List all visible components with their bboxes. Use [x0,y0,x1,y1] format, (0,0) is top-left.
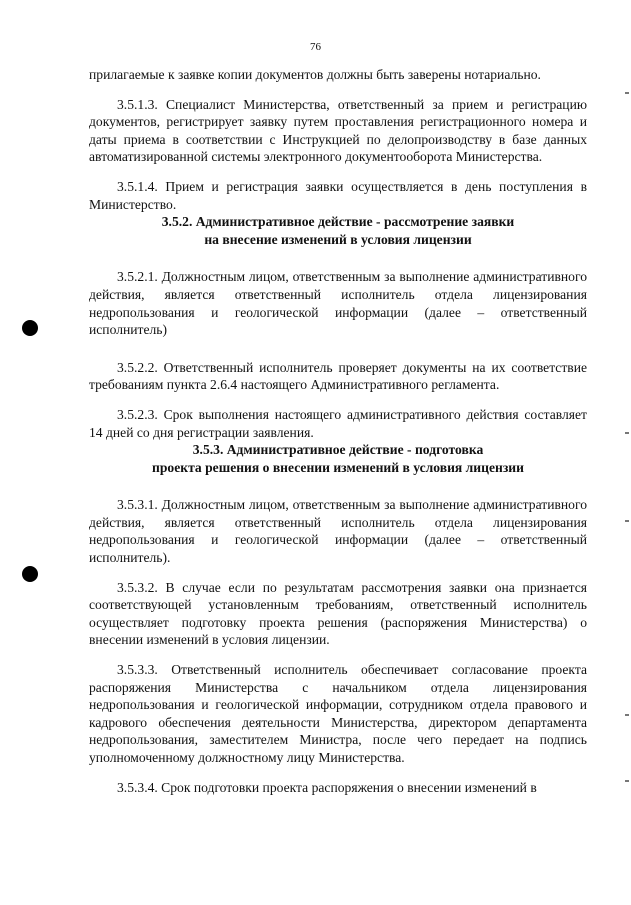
paragraph-3-5-3-3: 3.5.3.3. Ответственный исполнитель обеспечивает согласование проекта распоряжения Министерства с начальником отдела лицензирования недропользования и геологической информации, сотрудником отдела правового и кадрового обеспечения деятельности Министерства, директором департамента недропользования, заместителем Министра, после чего передает на подпись уполномоченному должностному лицу Министерства. [89,662,587,765]
paragraph-3-5-2-1: 3.5.2.1. Должностным лицом, ответственным за выполнение административного действия, является ответственный исполнитель отдела лицензирования недропользования и геологической информации (далее – ответственный исполнитель) [89,269,587,338]
edge-mark [625,92,629,94]
page-content [89,66,587,796]
section-heading-3-5-2 [89,213,587,248]
paragraph-3-5-1-4: 3.5.1.4. Прием и регистрация заявки осуществляется в день поступления в Министерство. [89,178,587,212]
edge-mark [625,520,629,522]
paragraph-3-5-3-2: 3.5.3.2. В случае если по результатам рассмотрения заявки она признается соответствующей установленным требованиям, ответственный исполнитель осуществляет подготовку проекта решения (распоряжения Министерства) о внесении изменений в условия лицензии. [89,579,587,648]
paragraph-3-5-2-2: 3.5.2.2. Ответственный исполнитель проверяет документы на их соответствие требованиям пункта 2.6.4 настоящего Административного регламента. [89,359,587,393]
page-number: 76 [310,41,321,53]
heading-line-1: 3.5.2. Административное действие - рассмотрение заявки [161,214,515,230]
paragraph-3-5-3-4: 3.5.3.4. Срок подготовки проекта распоряжения о внесении изменений в [117,779,537,795]
heading-line-2: на внесение изменений в условия лицензии [204,231,472,247]
edge-mark [625,780,629,782]
section-heading-3-5-3 [89,441,587,476]
paragraph-3-5-1-3: 3.5.1.3. Специалист Министерства, ответственный за прием и регистрацию документов, регистрирует заявку путем проставления регистрационного номера и даты приема в соответствии с Инструкцией по делопроизводству в базе данных автоматизированной системы электронного документооборота Министерства. [89,96,587,165]
edge-mark [625,432,629,434]
paragraph-continuation: прилагаемые к заявке копии документов должны быть заверены нотариально. [89,67,541,82]
edge-mark [625,714,629,716]
heading-line-1: 3.5.3. Административное действие - подготовка [192,442,484,458]
punch-hole-bottom [22,566,38,582]
paragraph-3-5-2-3: 3.5.2.3. Срок выполнения настоящего административного действия составляет 14 дней со дня регистрации заявления. [89,406,587,440]
punch-hole-top [22,320,38,336]
paragraph-3-5-3-1: 3.5.3.1. Должностным лицом, ответственным за выполнение административного действия, является ответственный исполнитель отдела лицензирования недропользования и геологической информации (далее – ответственный исполнитель). [89,497,587,566]
heading-line-2: проекта решения о внесении изменений в условия лицензии [152,459,524,475]
